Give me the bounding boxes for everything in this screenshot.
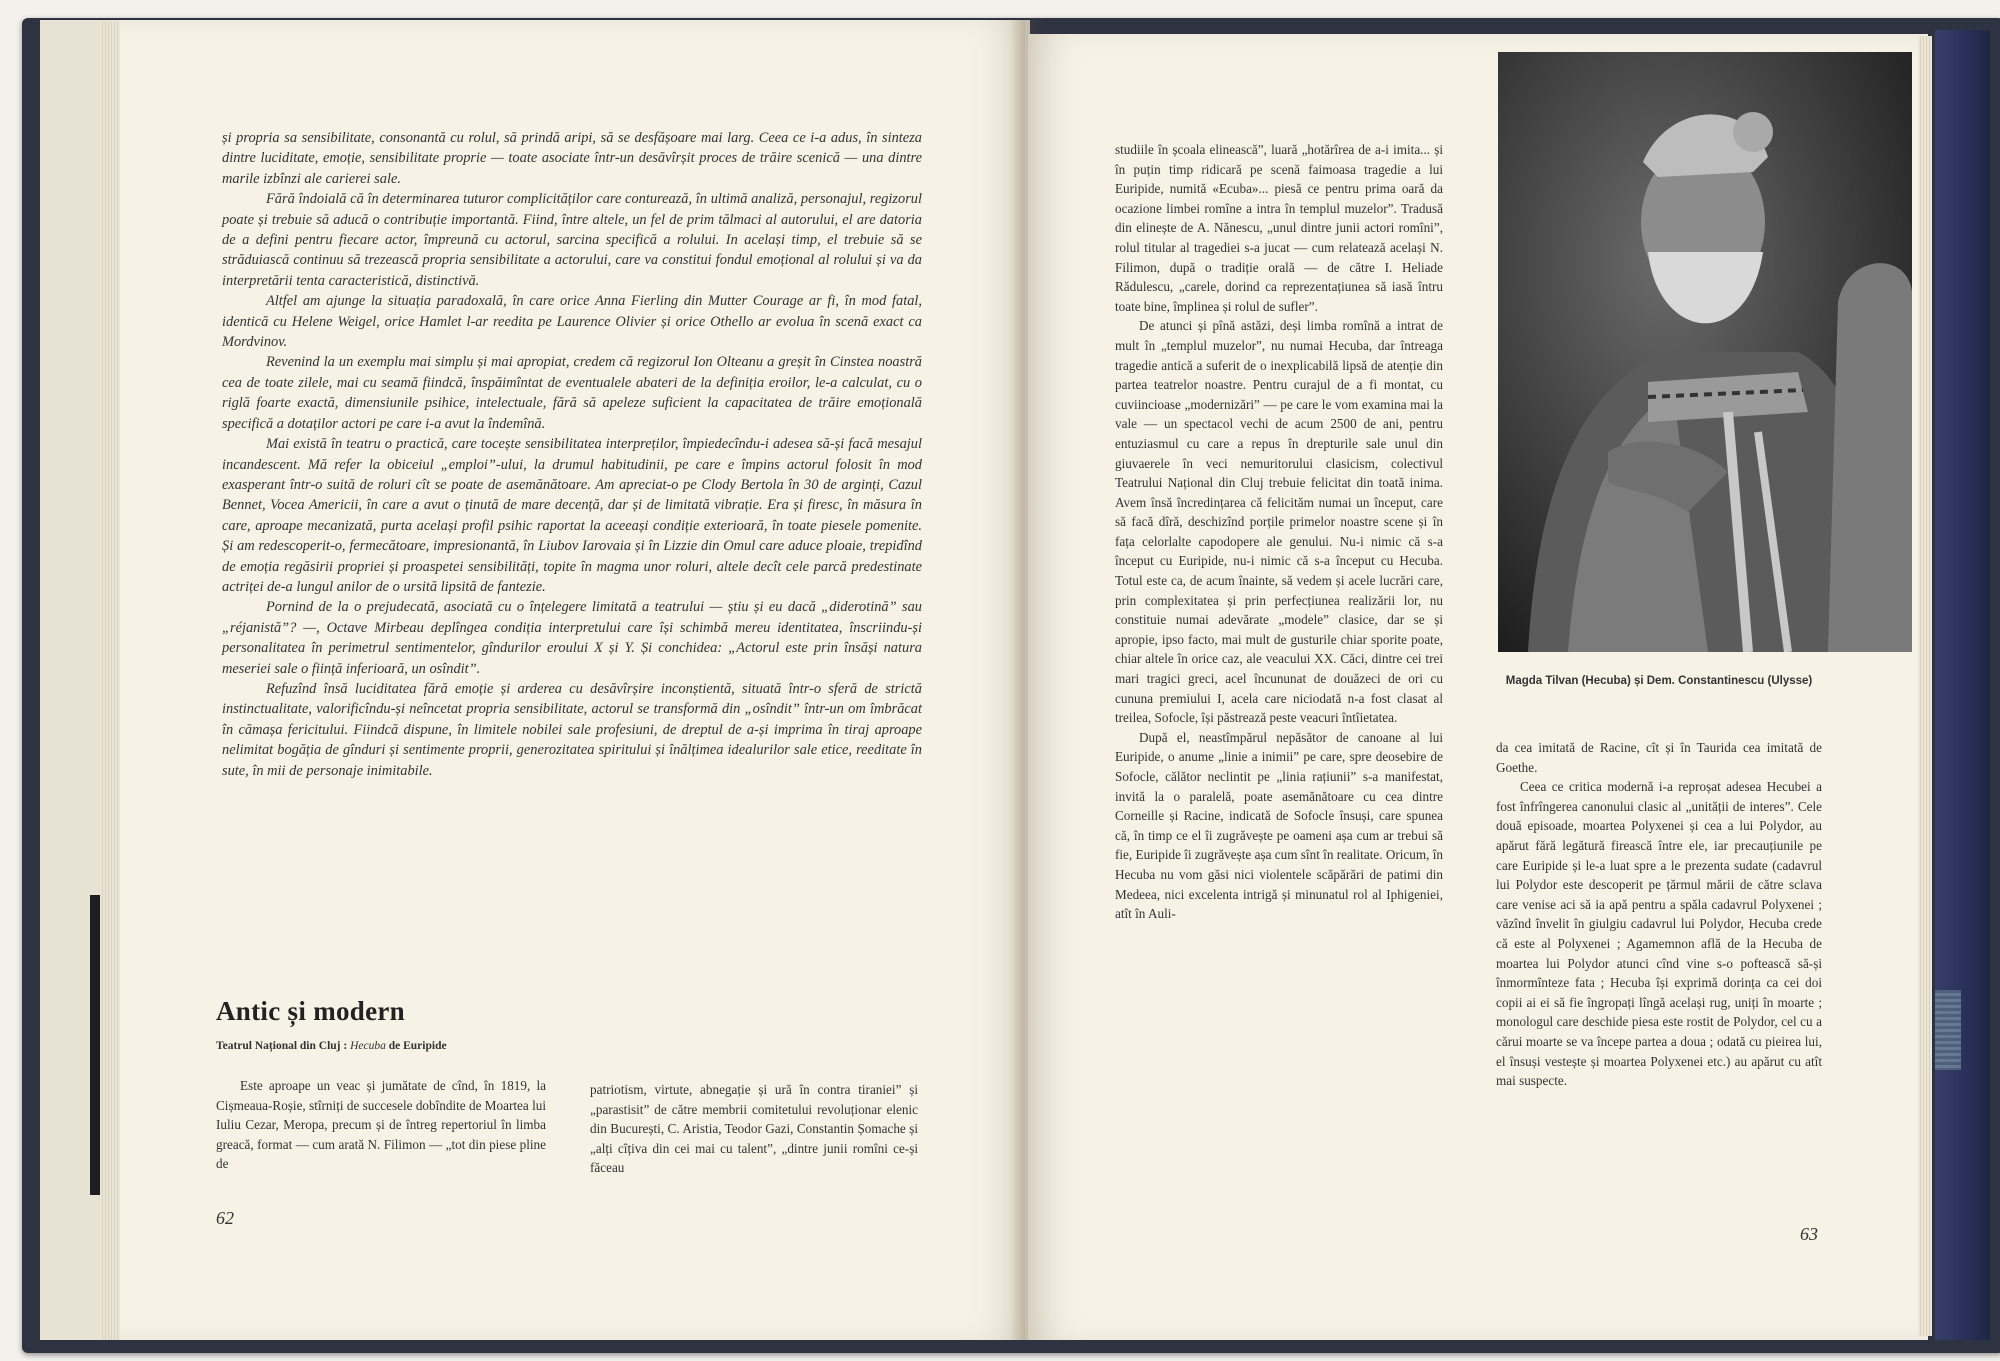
essay-paragraph: Altfel am ajunge la situația paradoxală, în care orice Anna Fierling din Mutter Courage ar fi, în mod fatal, identică cu Helene Weigel, orice Hamlet l-ar reedita pe Laurence Olivier și orice Othello ar evolua în scenă exact ca Mordvinov. [222,293,922,351]
subtitle-suffix: de Euripide [385,1040,447,1052]
subtitle-prefix: Teatrul Național din Cluj : [216,1040,351,1052]
article-paragraph: Ceea ce critica modernă i-a reproșat adesea Hecubei a fost înfrîngerea canonului clasic al „unității de interes”. Cele două episoade, moartea Polyxenei și cea a lui Polydor, au apărut fără legătură firească între ele, iar precauțiunile pe care Euripide și le-a luat spre a le prezenta sudate (cadavrul lui Polydor este descoperit pe țărmul mării de către sclava care venise aci să ia apă pentru a spăla cadavrul Polyxenei ; văzînd învelit în giulgiu cadavrul lui Polydor, Hecuba crede că este al Polyxenei ; Agamemnon află de la Hecuba de moartea lui Polydor atunci cînd vine s-o poftească să-și înmormînteze fata ; Hecuba își exprimă dorința ca cei doi copii ai ei să fie îngropați lîngă același rug, uniți în moarte ; monologul care deschide piesa este rostit de Polydor, cel cu a cărui moarte se va începe partea a doua ; odată cu pieirea lui, el însuși vestește și moartea Polyxenei etc.) au apărut cu atît mai suspecte. [1496,779,1822,1089]
cover-label [1935,990,1961,1070]
article-paragraph: Este aproape un veac și jumătate de cînd, în 1819, la Cișmeaua-Roșie, stîrniți de succesele dobîndite de Moartea lui Iuliu Cezar, Meropa, precum și de întreg repertoriul în limba greacă, format — cum arată N. Filimon — „tot din piese pline de [216,1078,546,1172]
page-edges-left [100,22,122,1340]
book-cover-edge [1935,30,1990,1340]
subtitle-play: Hecuba [350,1040,386,1052]
essay-paragraph: Fără îndoială că în determinarea tuturor complicităților care conturează, în ultimă analiză, personajul, regizorul poate și trebuie să aducă o contribuție importantă. Fiind, între altele, un fel de prim tălmaci al autorului, el are datoria de a defini pentru fiecare actor, împreună cu actorul, sarcina specifică a rolului. In același timp, el trebuie să se străduiască continuu să trezească propria sensibilitate a actorului, care va constitui fondul emoțional al rolului și va da interpretării tenta caracteristică, distinctivă. [222,191,922,289]
article-column-3 [1115,140,1443,924]
article-paragraph: patriotism, virtute, abnegație și ură în contra tiraniei” și „parastisit” de către membrii comitetului revoluționar elenic din București, C. Aristia, Teodor Gazi, Constantin Șomache și „alți cîțiva din cei mai cu talent”, „dintre junii romîni ce-și făceau [590,1082,918,1176]
article-paragraph: studiile în școala elinească”, luară „hotărîrea de a-i imita... și în puțin timp ridicară pe scenă faimoasa tragedie a lui Euripide, numită «Ecuba»... piesă ce pentru prima oară da ocazione limbei romîne a intra în templul muzelor”. Tradusă din elinește de A. Nănescu, „unul dintre junii actori romîni”, rolul titular al tragediei s-a jucat — cum relatează același N. Filimon, după o tradiție orală — de către I. Heliade Rădulescu, „carele, dorind ca reprezentațiunea să iasă întru toate bine, împlinea și rolul de sufler”. [1115,142,1443,314]
article-paragraph: După el, neastîmpărul nepăsător de canoane al lui Euripide, o anume „linie a inimii” pe care, spre deosebire de Sofocle, călător neclintit pe „linia rațiunii” s-a manifestat, invită la o paralelă, poate asemănătoare cu cea dintre Corneille și Racine, indicată de Sofocle însuși, care spunea că, în timp ce el îi zugrăvește pe oameni așa cum ar trebui să fie, Euripide îi zugrăvește așa cum sînt în realitate. Oricum, în Hecuba nu vom găsi nici violentele scăpărări de patimi din Medeea, nici excelenta intrigă și minunatul rol al Iphigeniei, atît în Auli- [1115,729,1443,922]
section-title: Antic și modern [216,996,405,1026]
page-number-right: 63 [1800,1224,1818,1244]
essay-paragraph: Revenind la un exemplu mai simplu și mai apropiat, credem că regizorul Ion Olteanu a greșit în Cinstea noastră cea de toate zilele, mai cu seamă fiindcă, înspăimîntat de eventualele abateri de la definiția eroilor, le-a calculat, cu o riglă foarte exactă, dimensiunile psihice, intelectuale, fără să apeleze suficient la capacitatea de trăire emoțională specifică a dotaților actori pe care i-a avut la îndemînă. [222,354,922,432]
photo-illustration [1498,52,1912,652]
article-paragraph: da cea imitată de Racine, cît și în Taurida cea imitată de Goethe. [1496,740,1822,775]
bookmark-strip [90,895,100,1195]
page-edges-right [1918,36,1932,1336]
essay-paragraph: Pornind de la o prejudecată, asociată cu o înțelegere limitată a teatrului — știu și eu dacă „diderotină” sau „réjanistă”? —, Octave Mirbeau deplîngea condiția interpretului care își schimbă mereu identitatea, înscriindu-și personalitatea în perimetrul sentimentelor, gîndurilor eroului X și Y. Și conchidea: „Actorul este prin însăși natura meseriei sale o ființă inferioară, un osîndit”. [222,599,922,677]
essay-paragraph: și propria sa sensibilitate, consonantă cu rolul, să prindă aripi, să se desfășoare mai larg. Ceea ce i-a adus, în sinteza dintre luciditate, emoție, sensibilitate proprie — toate asociate într-un desăvîrșit proces de trăire scenică — una dintre marile izbînzi ale carierei sale. [222,130,922,187]
section-subtitle [216,1040,447,1052]
essay-paragraph: Mai există în teatru o practică, care tocește sensibilitatea interpreților, împiedecîndu-i adesea să-și facă mesajul incandescent. Mă refer la obiceiul „emploi”-ului, la drumul habitudinii, pe care e împins actorul folosit în mod exasperant într-o suită de roluri cît se poate de asemănătoare. Am apreciat-o pe Clody Bertola în 30 de arginți, Cazul Bennet, Vocea Americii, în care a avut o ținută de mare decență, dar și de limitată vibrație. Era și firesc, în măsura în care, aproape mecanizată, purta același profil psihic raportat la aceeași condiție exterioară, în toate piesele pomenite. Și am redescoperit-o, fermecătoare, impresionantă, în Liubov Iarovaia și în Lizzie din Omul care aduce ploaie, trepidînd de emoția regăsirii propriei și proaspetei sensibilități, topite în magma unor roluri, altele decît cele parcă predestinate actriței de-a lungul anilor de o ursită lipsită de fantezie. [222,436,922,595]
article-column-4 [1496,738,1822,1091]
article-column-1 [216,1076,546,1174]
article-column-2 [590,1080,918,1178]
italic-essay-text [222,128,922,781]
page-number-left: 62 [216,1208,234,1228]
essay-paragraph: Refuzînd însă luciditatea fără emoție și arderea cu desăvîrșire inconștientă, situată într-o sferă de strictă instinctualitate, valorificîndu-și neîncetat propria sensibilitate, actorul se transformă din „osîndit” într-un om îmbrăcat în cămașa fericitului. Fiindcă dispune, în limitele nobilei sale profesiuni, de dreptul de a-și imprima în tiraj aproape nelimitat bogăția de gînduri și sentimente proprii, generozitatea spiritului și înălțimea idealurilor sale etice, reeditate în sute, în mii de personaje inimitabile. [222,680,922,779]
stage-photo [1498,52,1912,652]
photo-caption: Magda Tilvan (Hecuba) și Dem. Constantinescu (Ulysse) [1505,675,1813,687]
article-paragraph: De atunci și pînă astăzi, deși limba romînă a intrat de mult în „templul muzelor”, nu numai Hecuba, dar întreaga tragedie antică a suferit de o inexplicabilă lipsă de atenție din partea teatrelor noastre. Pentru curajul de a fi montat, cu cuviincioase „modernizări” — pe care le vom examina mai la vale — un spectacol vechi de acum 2500 de ani, pentru entuziasmul cu care a repus în drepturile sale unul din giuvaerele în veci nemuritorului clasicism, colectivul Teatrului Național din Cluj trebuie felicitat din toată inima. Avem însă încredințarea că felicităm numai un început, care să facă dîră, deschizînd porțile primelor noastre scene și în fața celorlalte capodopere ale genului. Nu-i nimic că s-a început cu Euripide, nu-i nimic că s-a început cu Hecuba. Totul este ca, de acum înainte, să vedem și acele lucrări care, prin complexitatea și prin perfecțiunea realizării lor, nu constituie numai adevărate „modele” clasice, dar se și apropie, ipso facto, mai mult de gusturile chiar sporite poate, chiar altele în orice caz, ale veacului XX. Căci, dintre cei trei mari tragici greci, acel încununat de douăzeci de ori cu cununa premiului I, acela care niciodată n-a fost clasat al treilea, Sofocle, își păstrează peste veacuri întîietatea. [1115,318,1443,726]
